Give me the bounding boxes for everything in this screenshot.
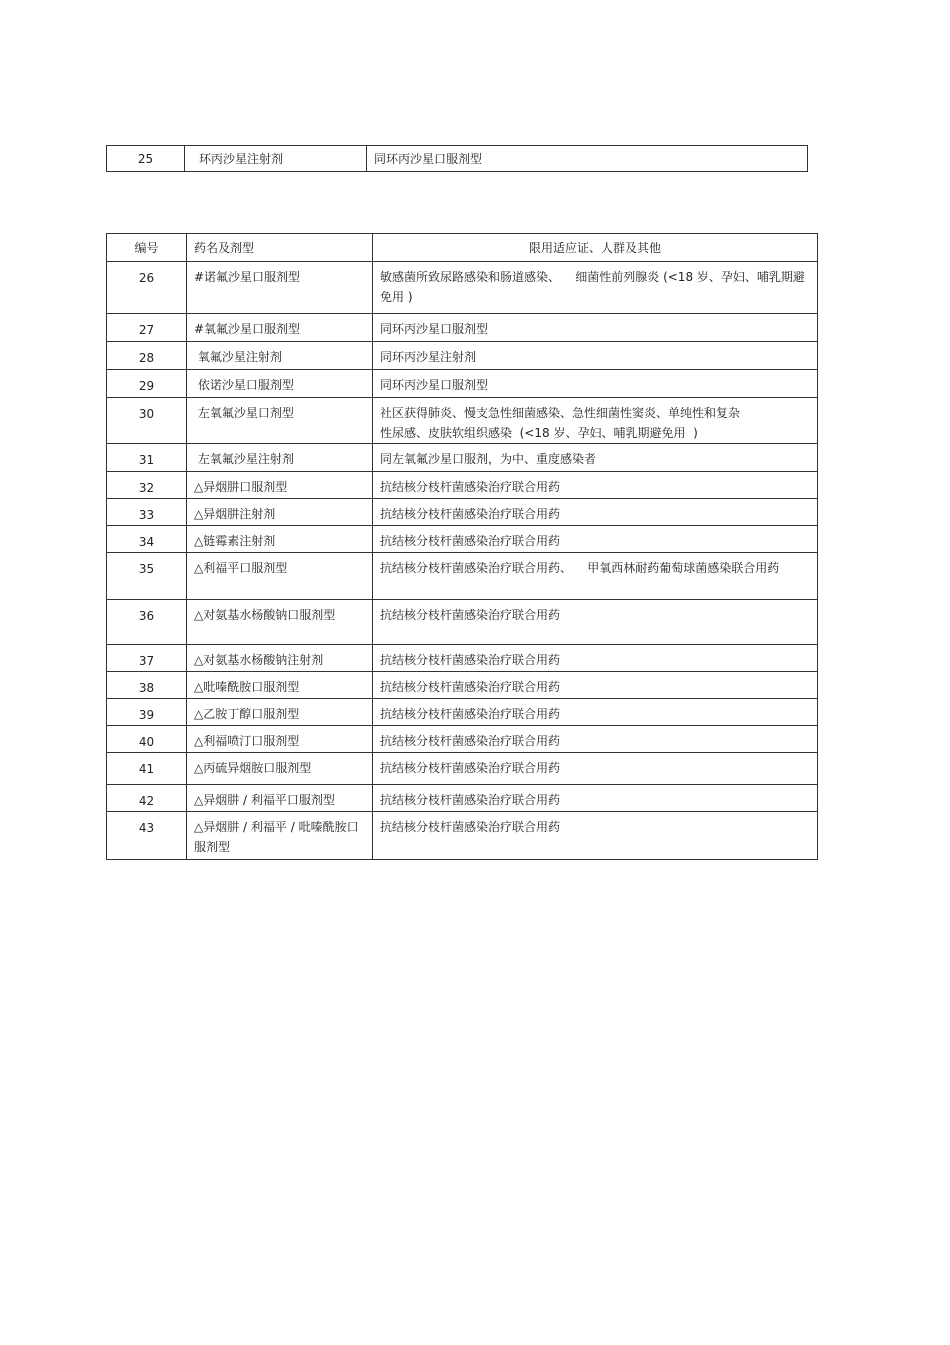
row-number: 32 xyxy=(107,472,187,499)
header-drug-name: 药名及剂型 xyxy=(187,234,373,262)
row-number: 43 xyxy=(107,812,187,860)
row-number: 38 xyxy=(107,672,187,699)
drug-name-text: △对氨基水杨酸钠口服剂型 xyxy=(194,608,336,622)
drug-name: △丙硫异烟胺口服剂型 xyxy=(187,753,373,785)
row-number: 37 xyxy=(107,645,187,672)
row-number: 27 xyxy=(107,314,187,342)
table-row xyxy=(107,342,818,370)
table-row xyxy=(107,699,818,726)
row-number: 35 xyxy=(107,553,187,600)
restriction-note: 抗结核分枝杆菌感染治疗联合用药 xyxy=(373,499,818,526)
row-number: 42 xyxy=(107,785,187,812)
drug-name: 氧氟沙星注射剂 xyxy=(187,342,373,370)
restriction-note: 抗结核分枝杆菌感染治疗联合用药 xyxy=(373,672,818,699)
restriction-note: 同环丙沙星口服剂型 xyxy=(367,146,808,172)
header-number: 编号 xyxy=(107,234,187,262)
restriction-note: 抗结核分枝杆菌感染治疗联合用药 xyxy=(373,753,818,785)
drug-name: △利福平口服剂型 xyxy=(187,553,373,600)
drug-name: △异烟肼口服剂型 xyxy=(187,472,373,499)
restriction-note: 抗结核分枝杆菌感染治疗联合用药 xyxy=(373,812,818,860)
drug-name: 左氧氟沙星注射剂 xyxy=(187,444,373,472)
table-row xyxy=(107,146,808,172)
row-number: 36 xyxy=(107,600,187,645)
table-row xyxy=(107,785,818,812)
drug-name: △异烟肼 / 利福平口服剂型 xyxy=(187,785,373,812)
drug-name xyxy=(187,812,373,860)
row-number: 41 xyxy=(107,753,187,785)
drug-name: △异烟肼注射剂 xyxy=(187,499,373,526)
row-number: 40 xyxy=(107,726,187,753)
restriction-note: 抗结核分枝杆菌感染治疗联合用药 xyxy=(373,699,818,726)
drug-name: △链霉素注射剂 xyxy=(187,526,373,553)
table-row xyxy=(107,645,818,672)
row-number: 26 xyxy=(107,262,187,314)
restriction-note: 同环丙沙星注射剂 xyxy=(373,342,818,370)
row-number: 29 xyxy=(107,370,187,398)
drug-name: #诺氟沙星口服剂型 xyxy=(187,262,373,314)
restriction-note: 社区获得肺炎、慢支急性细菌感染、急性细菌性窦炎、单纯性和复杂 性尿感、皮肤软组织感染 (<18 岁、孕妇、哺乳期避免用 ) xyxy=(373,398,818,444)
row-number: 39 xyxy=(107,699,187,726)
restriction-note: 同环丙沙星口服剂型 xyxy=(373,314,818,342)
drug-name xyxy=(187,600,373,645)
table-row xyxy=(107,398,818,444)
row-number: 28 xyxy=(107,342,187,370)
row-number: 25 xyxy=(107,146,185,172)
drug-name: 左氧氟沙星口剂型 xyxy=(187,398,373,444)
table-row xyxy=(107,472,818,499)
restriction-note: 抗结核分枝杆菌感染治疗联合用药 xyxy=(373,472,818,499)
restriction-note: 同左氧氟沙星口服剂，为中、重度感染者 xyxy=(373,444,818,472)
row-number: 34 xyxy=(107,526,187,553)
restriction-note: 抗结核分枝杆菌感染治疗联合用药 xyxy=(373,726,818,753)
drug-name: #氧氟沙星口服剂型 xyxy=(187,314,373,342)
restriction-note: 抗结核分枝杆菌感染治疗联合用药 xyxy=(373,600,818,645)
restriction-note: 敏感菌所致尿路感染和肠道感染、 细菌性前列腺炎 (<18 岁、孕妇、哺乳期避免用 ) xyxy=(373,262,818,314)
drug-name: △吡嗪酰胺口服剂型 xyxy=(187,672,373,699)
drug-name: △对氨基水杨酸钠注射剂 xyxy=(187,645,373,672)
row-number: 31 xyxy=(107,444,187,472)
restriction-note: 抗结核分枝杆菌感染治疗联合用药 xyxy=(373,526,818,553)
header-restriction: 限用适应证、人群及其他 xyxy=(373,234,818,262)
table-row xyxy=(107,499,818,526)
row-number: 33 xyxy=(107,499,187,526)
restriction-note: 抗结核分枝杆菌感染治疗联合用药 xyxy=(373,645,818,672)
table-row xyxy=(107,600,818,645)
table-row xyxy=(107,444,818,472)
drug-name: 环丙沙星注射剂 xyxy=(185,146,367,172)
table-header-row xyxy=(107,234,818,262)
table-row xyxy=(107,370,818,398)
table-row xyxy=(107,812,818,860)
table-row xyxy=(107,314,818,342)
restriction-note: 抗结核分枝杆菌感染治疗联合用药、 甲氧西林耐药葡萄球菌感染联合用药 xyxy=(373,553,818,600)
drug-table-main xyxy=(106,233,818,860)
restriction-note: 同环丙沙星口服剂型 xyxy=(373,370,818,398)
restriction-note: 抗结核分枝杆菌感染治疗联合用药 xyxy=(373,785,818,812)
drug-table-top xyxy=(106,145,808,172)
drug-name: △乙胺丁醇口服剂型 xyxy=(187,699,373,726)
table-row xyxy=(107,753,818,785)
row-number: 30 xyxy=(107,398,187,444)
table-row xyxy=(107,553,818,600)
table-row xyxy=(107,672,818,699)
drug-name: △利福喷汀口服剂型 xyxy=(187,726,373,753)
drug-name: 依诺沙星口服剂型 xyxy=(187,370,373,398)
table-row xyxy=(107,262,818,314)
table-row xyxy=(107,726,818,753)
table-row xyxy=(107,526,818,553)
drug-name-text: △异烟肼 / 利福平 / 吡嗪酰胺口服剂型 xyxy=(194,820,359,854)
